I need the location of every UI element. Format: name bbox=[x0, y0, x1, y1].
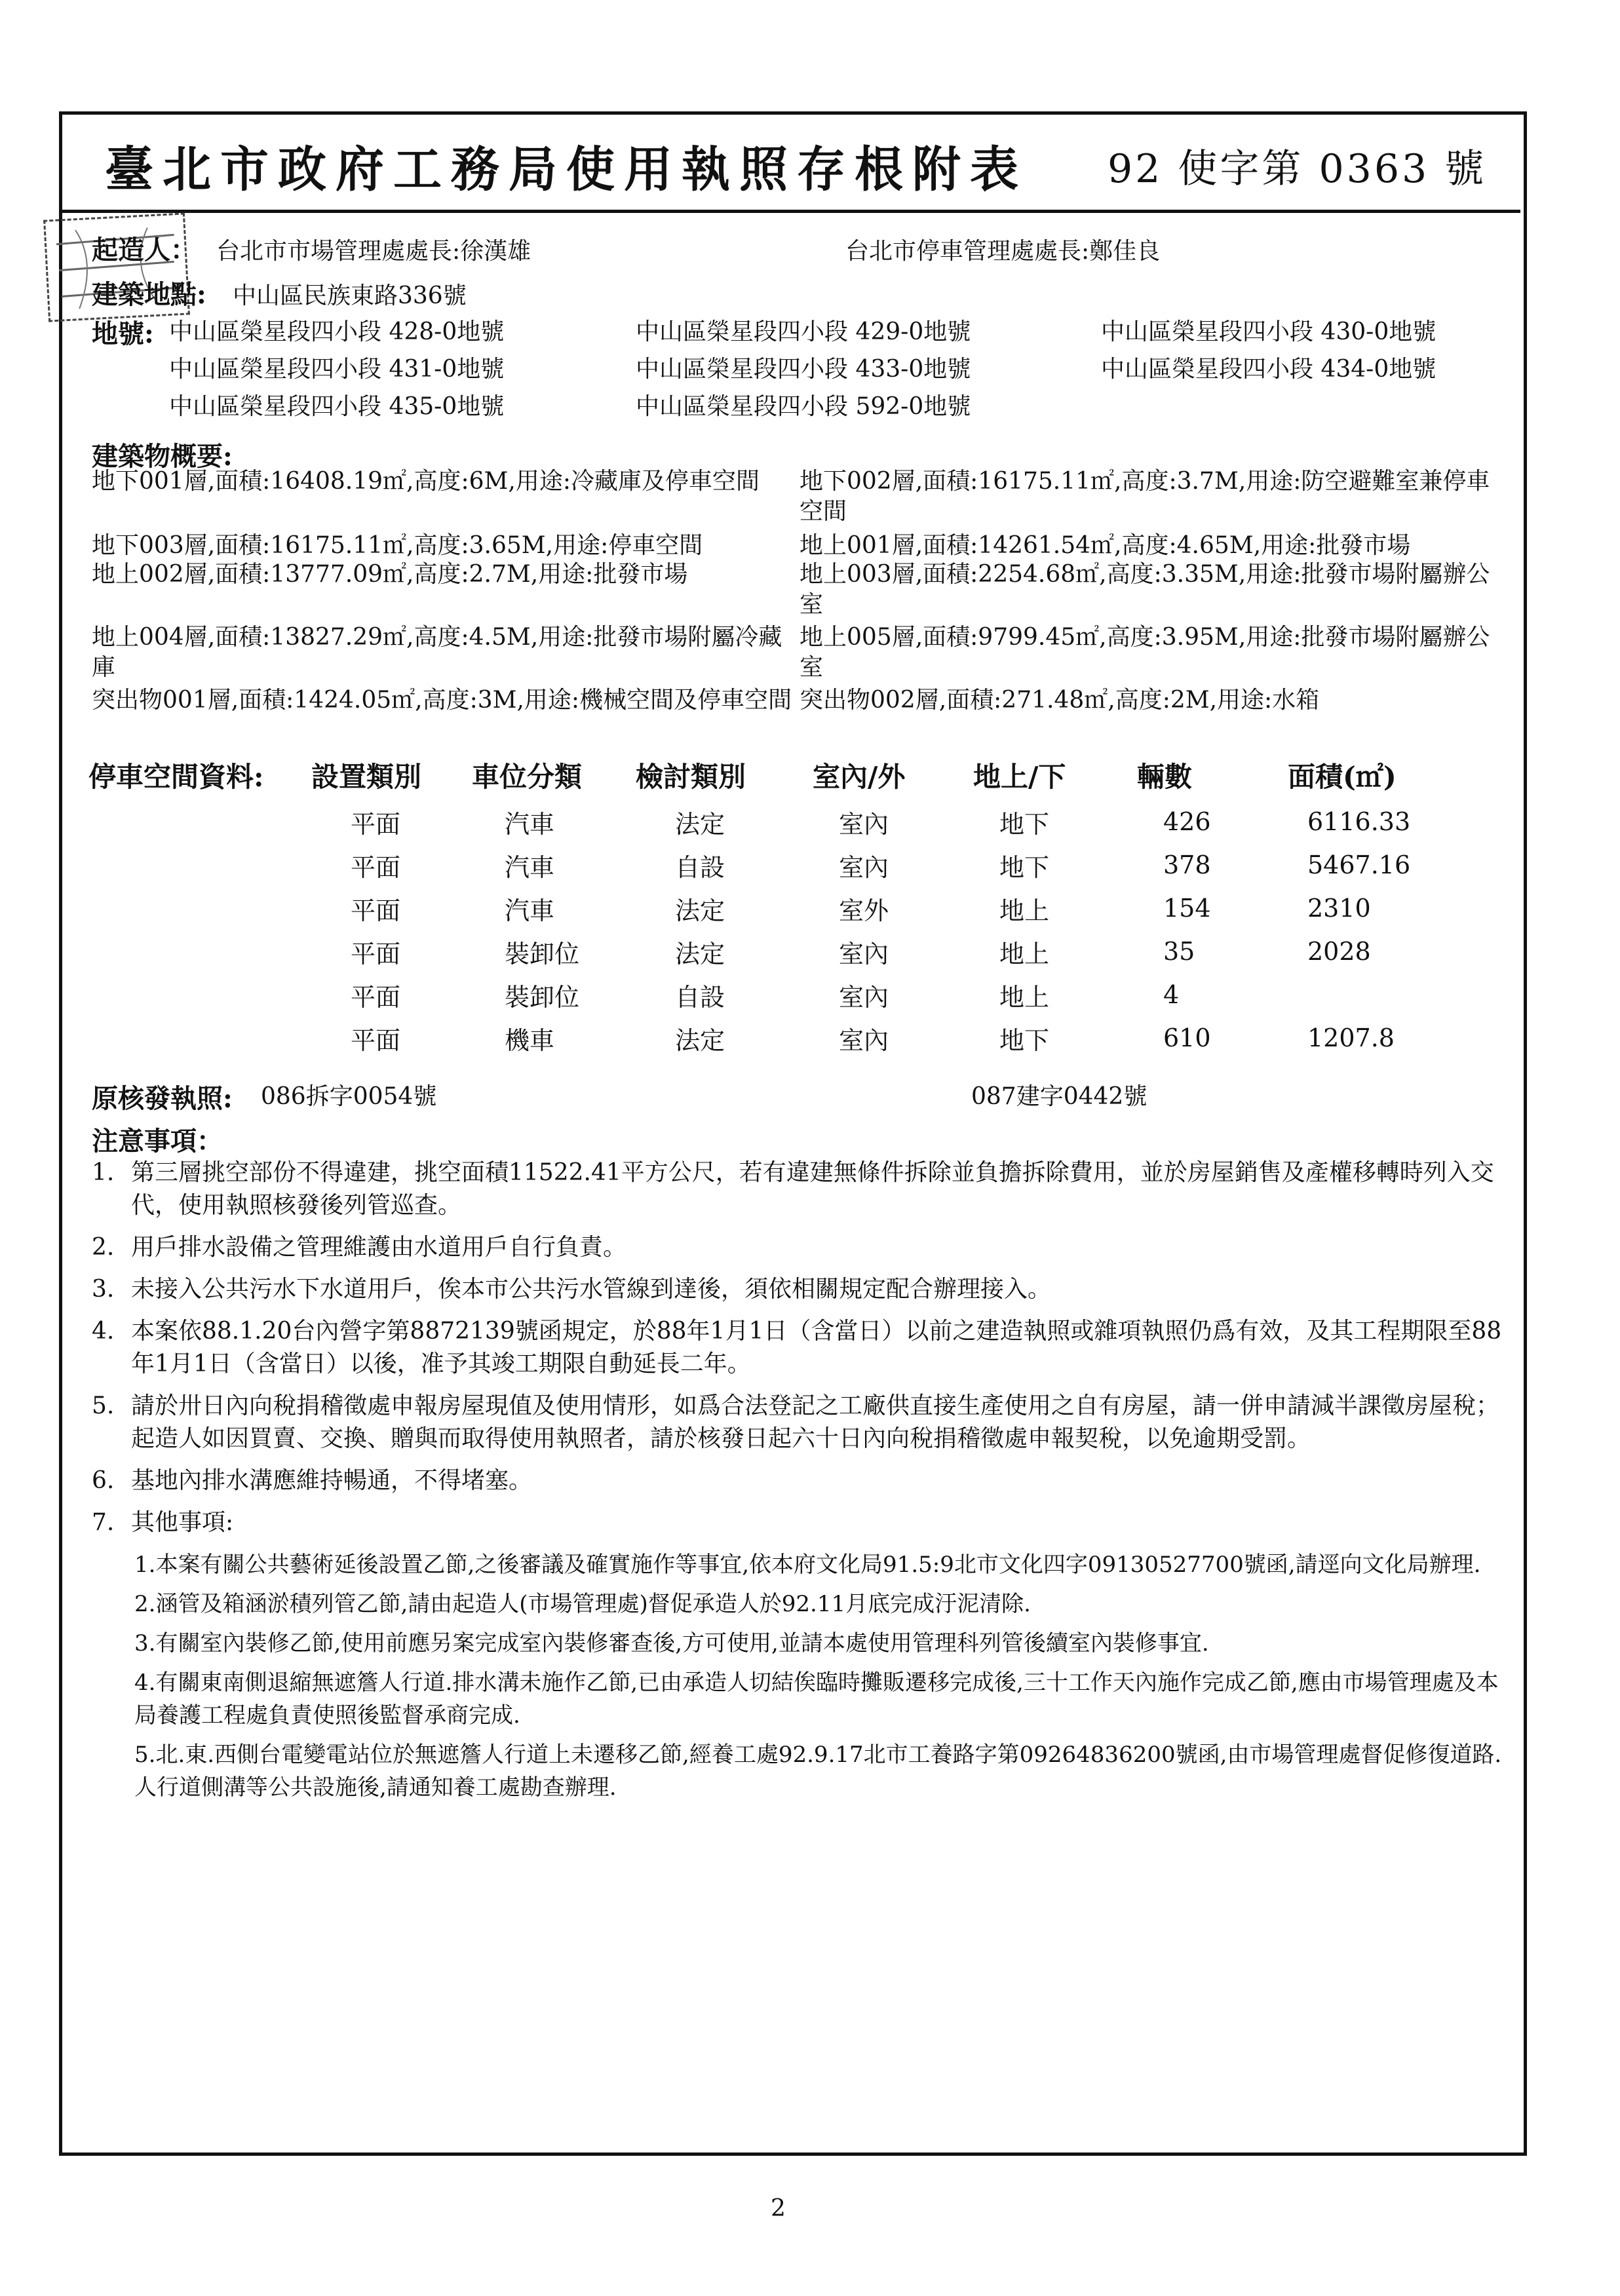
table-cell: 汽車 bbox=[505, 809, 555, 839]
table-cell: 平面 bbox=[351, 896, 401, 925]
column-header: 輛數 bbox=[1137, 761, 1193, 793]
note-number: 5. bbox=[92, 1392, 115, 1419]
column-header: 面積(㎡) bbox=[1288, 761, 1397, 793]
table-cell: 610 bbox=[1163, 1024, 1211, 1052]
sub-note: 3.有關室內裝修乙節,使用前應另案完成室內裝修審查後,方可使用,並請本處使用管理科列管後續室內裝修事宜. bbox=[134, 1630, 1209, 1656]
note-text: 其他事項: bbox=[131, 1509, 234, 1536]
note-number: 4. bbox=[92, 1318, 115, 1345]
table-cell: 地上 bbox=[999, 982, 1050, 1012]
table-cell: 地下 bbox=[999, 1025, 1050, 1055]
table-cell: 平面 bbox=[351, 852, 401, 882]
lot-number: 中山區榮星段四小段 592-0地號 bbox=[636, 393, 971, 420]
note-number: 6. bbox=[92, 1467, 115, 1494]
owner-1: 台北市市場管理處處長:徐漢雄 bbox=[216, 238, 531, 265]
column-header: 檢討類別 bbox=[636, 761, 746, 793]
note-text: 請於卅日內向稅捐稽徵處申報房屋現值及使用情形，如爲合法登記之工廠供直接生產使用之自有房屋，請一併申請減半課徵房屋稅；起造人如因買賣、交換、贈與而取得使用執照者，請於核發日起六十日內向稅捐稽徵處申報契稅，以免逾期受罰。 bbox=[131, 1392, 1500, 1452]
table-cell: 法定 bbox=[675, 1025, 725, 1055]
table-cell: 法定 bbox=[675, 939, 725, 968]
note-number: 7. bbox=[92, 1509, 115, 1536]
floor-entry: 地下001層,面積:16408.19㎡,高度:6M,用途:冷藏庫及停車空間 bbox=[92, 468, 760, 495]
page-number: 2 bbox=[771, 2195, 786, 2222]
table-row bbox=[88, 930, 1419, 973]
table-cell: 地上 bbox=[999, 939, 1050, 968]
site-label: 建築地點: bbox=[92, 279, 206, 310]
table-cell: 機車 bbox=[505, 1025, 555, 1055]
note-item bbox=[92, 1273, 1507, 1306]
original-permit-label: 原核發執照: bbox=[92, 1083, 233, 1114]
table-cell: 2310 bbox=[1307, 894, 1371, 923]
table-cell: 裝卸位 bbox=[505, 939, 580, 968]
table-cell: 378 bbox=[1163, 851, 1211, 879]
floor-entry: 地上002層,面積:13777.09㎡,高度:2.7M,用途:批發市場 bbox=[92, 561, 688, 588]
note-text: 未接入公共污水下水道用戶，俟本市公共污水管線到達後，須依相關規定配合辦理接入。 bbox=[131, 1276, 1052, 1303]
sub-note: 2.涵管及箱涵淤積列管乙節,請由起造人(市場管理處)督促承造人於92.11月底完成汙泥清除. bbox=[134, 1591, 1031, 1617]
table-cell: 裝卸位 bbox=[505, 982, 580, 1012]
table-cell: 室內 bbox=[839, 809, 889, 839]
table-cell bbox=[1288, 973, 1419, 1016]
note-text: 第三層挑空部份不得違建，挑空面積11522.41平方公尺，若有違建無條件拆除並負擔拆除費用，並於房屋銷售及產權移轉時列入交代，使用執照核發後列管巡查。 bbox=[131, 1159, 1494, 1219]
note-item bbox=[92, 1157, 1507, 1222]
note-item bbox=[92, 1231, 1507, 1264]
table-cell: 汽車 bbox=[505, 896, 555, 925]
table-row bbox=[88, 1016, 1419, 1060]
original-permit-2: 087建字0442號 bbox=[971, 1083, 1148, 1110]
column-header: 室內/外 bbox=[813, 761, 906, 793]
table-cell: 6116.33 bbox=[1307, 807, 1411, 836]
table-cell: 法定 bbox=[675, 809, 725, 839]
column-header: 設置類別 bbox=[311, 761, 422, 793]
note-text: 用戶排水設備之管理維護由水道用戶自行負責。 bbox=[131, 1234, 627, 1261]
header bbox=[59, 111, 1520, 213]
owner-label: 起造人： bbox=[92, 235, 197, 265]
lot-number: 中山區榮星段四小段 433-0地號 bbox=[636, 356, 971, 383]
table-cell: 154 bbox=[1163, 894, 1211, 923]
note-number: 2. bbox=[92, 1234, 115, 1261]
table-row bbox=[88, 843, 1419, 887]
sub-note: 5.北.東.西側台電變電站位於無遮簷人行道上未遷移乙節,經養工處92.9.17北市工養路字第09264836200號函,由市場管理處督促修復道路.人行道側溝等公共設施後,請通知養工處勘查辦理. bbox=[134, 1742, 1502, 1801]
table-row bbox=[88, 887, 1419, 930]
lot-number: 中山區榮星段四小段 428-0地號 bbox=[169, 318, 505, 345]
lot-number: 中山區榮星段四小段 430-0地號 bbox=[1101, 318, 1437, 345]
floor-entry: 突出物001層,面積:1424.05㎡,高度:3M,用途:機械空間及停車空間 bbox=[92, 687, 792, 714]
table-cell: 5467.16 bbox=[1307, 851, 1411, 879]
table-cell: 2028 bbox=[1307, 937, 1371, 966]
table-cell: 35 bbox=[1163, 937, 1195, 966]
floor-entry: 地下003層,面積:16175.11㎡,高度:3.65M,用途:停車空間 bbox=[92, 532, 703, 559]
table-cell: 法定 bbox=[675, 896, 725, 925]
notes-list bbox=[92, 1157, 1507, 1810]
parking-heading: 停車空間資料: bbox=[88, 761, 264, 793]
table-cell: 室內 bbox=[839, 939, 889, 968]
table-cell: 地下 bbox=[999, 809, 1050, 839]
table-cell: 426 bbox=[1163, 807, 1211, 836]
lot-label: 地號: bbox=[92, 318, 154, 349]
sub-note: 1.本案有關公共藝術延後設置乙節,之後審議及確實施作等事宜,依本府文化局91.5:9北市文化四字09130527700號函,請逕向文化局辦理. bbox=[134, 1552, 1481, 1578]
table-cell: 平面 bbox=[351, 939, 401, 968]
note-text: 本案依88.1.20台內營字第8872139號函規定，於88年1月1日（含當日）以前之建造執照或雜項執照仍爲有效，及其工程期限至88年1月1日（含當日）以後，准予其竣工期限自動延長二年。 bbox=[131, 1318, 1502, 1377]
table-cell: 平面 bbox=[351, 809, 401, 839]
table-cell: 平面 bbox=[351, 1025, 401, 1055]
note-text: 基地內排水溝應維持暢通，不得堵塞。 bbox=[131, 1467, 533, 1494]
table-cell: 4 bbox=[1163, 980, 1180, 1009]
table-cell: 室內 bbox=[839, 982, 889, 1012]
table-cell: 1207.8 bbox=[1307, 1024, 1395, 1052]
table-cell: 自設 bbox=[675, 982, 725, 1012]
parking-table bbox=[88, 750, 1419, 1060]
table-cell: 室內 bbox=[839, 852, 889, 882]
lot-number: 中山區榮星段四小段 434-0地號 bbox=[1101, 356, 1437, 383]
owner-2: 台北市停車管理處處長:鄭佳良 bbox=[845, 238, 1161, 265]
floor-entry: 地上003層,面積:2254.68㎡,高度:3.35M,用途:批發市場附屬辦公室 bbox=[800, 561, 1490, 618]
note-item bbox=[92, 1390, 1507, 1455]
table-cell: 地下 bbox=[999, 852, 1050, 882]
floor-entry: 地下002層,面積:16175.11㎡,高度:3.7M,用途:防空避難室兼停車空間 bbox=[800, 468, 1490, 525]
note-item bbox=[92, 1464, 1507, 1497]
sub-note: 4.有關東南側退縮無遮簷人行道.排水溝未施作乙節,已由承造人切結俟臨時攤販遷移完成後,三十工作天內施作完成乙節,應由市場管理處及本局養護工程處負責使照後監督承商完成. bbox=[134, 1670, 1499, 1729]
site-address: 中山區民族東路336號 bbox=[233, 282, 467, 309]
column-header: 車位分類 bbox=[472, 761, 583, 793]
note-number: 1. bbox=[92, 1159, 115, 1186]
table-row bbox=[88, 800, 1419, 843]
note-item bbox=[92, 1315, 1507, 1381]
column-header: 地上/下 bbox=[973, 761, 1066, 793]
floor-entry: 地上004層,面積:13827.29㎡,高度:4.5M,用途:批發市場附屬冷藏庫 bbox=[92, 624, 782, 681]
page-title: 臺北市政府工務局使用執照存根附表 bbox=[105, 142, 1028, 198]
table-cell: 平面 bbox=[351, 982, 401, 1012]
notes-heading: 注意事項： bbox=[92, 1126, 223, 1157]
table-row bbox=[88, 973, 1419, 1016]
table-cell: 室內 bbox=[839, 1025, 889, 1055]
table-cell: 自設 bbox=[675, 852, 725, 882]
note-number: 3. bbox=[92, 1276, 115, 1303]
permit-number: 92 使字第 0363 號 bbox=[1108, 146, 1487, 192]
building-heading: 建築物概要: bbox=[92, 441, 233, 472]
floor-entry: 地上005層,面積:9799.45㎡,高度:3.95M,用途:批發市場附屬辦公室 bbox=[800, 624, 1490, 681]
table-cell: 汽車 bbox=[505, 852, 555, 882]
lot-number: 中山區榮星段四小段 431-0地號 bbox=[169, 356, 505, 383]
table-cell: 室外 bbox=[839, 896, 889, 925]
floor-entry: 突出物002層,面積:271.48㎡,高度:2M,用途:水箱 bbox=[800, 687, 1320, 714]
note-item bbox=[92, 1506, 1507, 1539]
lot-number: 中山區榮星段四小段 429-0地號 bbox=[636, 318, 971, 345]
lot-number: 中山區榮星段四小段 435-0地號 bbox=[169, 393, 505, 420]
original-permit-1: 086拆字0054號 bbox=[261, 1083, 437, 1110]
parking-header-row bbox=[88, 750, 1419, 800]
table-cell: 地上 bbox=[999, 896, 1050, 925]
floor-entry: 地上001層,面積:14261.54㎡,高度:4.65M,用途:批發市場 bbox=[800, 532, 1411, 559]
